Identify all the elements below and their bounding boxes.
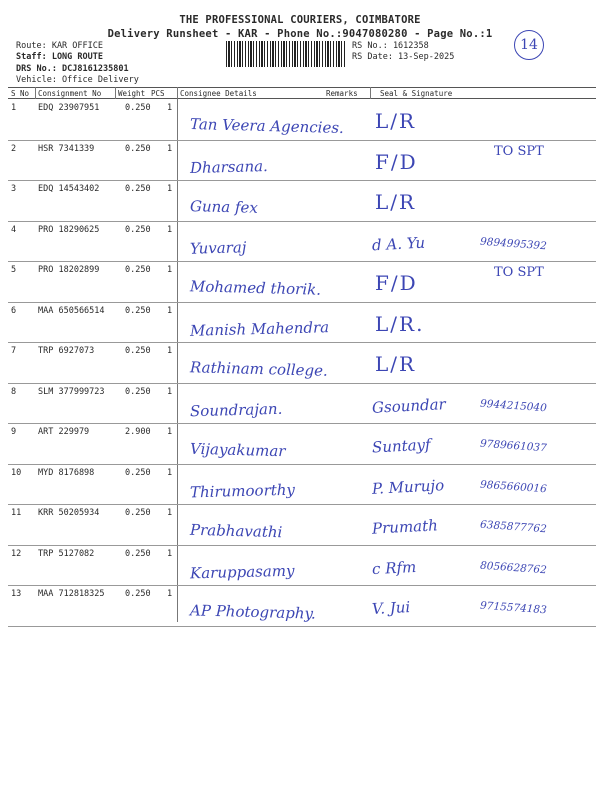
row-sno: 1 [11, 103, 17, 113]
row-sno: 3 [11, 184, 17, 194]
row-pcs: 1 [167, 305, 173, 316]
row-pcs: 1 [167, 508, 173, 518]
row-sno: 12 [11, 548, 22, 559]
row-consignee-handwritten: AP Photography. [189, 601, 316, 623]
row-divider [8, 302, 596, 303]
col-divider [35, 87, 36, 99]
rs-date: RS Date: 13-Sep-2025 [352, 52, 455, 62]
row-phone-handwritten: 9894995392 [479, 235, 548, 252]
row-consignee-handwritten: Soundrajan. [189, 399, 283, 420]
row-weight: 0.250 [125, 346, 151, 356]
row-divider [8, 342, 596, 343]
row-phone-handwritten: 9789661037 [479, 437, 548, 455]
row-weight: 0.250 [125, 265, 151, 275]
row-consignment-no: TRP 6927073 [38, 346, 95, 356]
row-sno: 8 [11, 386, 17, 397]
row-consignment-no: TRP 5127082 [38, 548, 95, 559]
row-pcs: 1 [167, 427, 173, 437]
row-consignment-no: EDQ 23907951 [38, 103, 100, 113]
row-divider [8, 423, 596, 424]
row-phone-handwritten: 9865660016 [479, 478, 548, 495]
row-remark-handwritten: F/D [375, 149, 418, 174]
row-divider [8, 140, 596, 141]
company-title: THE PROFESSIONAL COURIERS, COIMBATORE [179, 14, 421, 26]
row-sno: 11 [11, 508, 22, 518]
row-signature: P. Murujo [371, 475, 445, 498]
row-remark-handwritten: L/R [375, 352, 417, 376]
row-consignment-no: ART 229979 [38, 427, 90, 437]
row-divider [8, 626, 596, 627]
row-consignment-no: MAA 712818325 [38, 589, 105, 599]
row-sno: 9 [11, 427, 17, 437]
row-divider [8, 261, 596, 262]
staff-label: Staff: LONG ROUTE [16, 52, 103, 62]
col-header-consignee: Consignee Details [180, 89, 257, 98]
row-sno: 10 [11, 467, 22, 478]
row-signature: Suntayf [371, 435, 432, 457]
row-consignment-no: HSR 7341339 [38, 143, 95, 154]
table-header-border [8, 98, 596, 99]
row-remark-handwritten: L/R [375, 190, 417, 214]
row-consignment-no: SLM 377999723 [38, 386, 105, 397]
barcode [226, 41, 346, 67]
row-pcs: 1 [167, 103, 173, 113]
row-signature: V. Jui [371, 598, 411, 618]
row-weight: 0.250 [125, 103, 151, 113]
vehicle-label: Vehicle: Office Delivery [16, 75, 139, 85]
col-divider [370, 87, 371, 99]
col-header-pcs: PCS [151, 89, 165, 98]
row-sno: 5 [11, 265, 17, 275]
row-pcs: 1 [167, 346, 173, 356]
runsheet-title: Delivery Runsheet - KAR - Phone No.:9047080280 - Page No.:1 [107, 28, 493, 40]
row-divider [8, 464, 596, 465]
row-weight: 0.250 [125, 467, 151, 478]
col-header-weight: Weight [118, 89, 146, 98]
row-consignee-handwritten: Karuppasamy [189, 561, 295, 582]
row-phone-handwritten: 6385877762 [479, 518, 548, 536]
row-consignment-no: EDQ 14543402 [38, 184, 100, 194]
row-weight: 2.900 [125, 427, 151, 437]
col-header-seal: Seal & Signature [380, 89, 453, 98]
row-weight: 0.250 [125, 143, 151, 154]
col-header-consignment: Consignment No [38, 89, 102, 98]
row-divider [8, 383, 596, 384]
row-remark-handwritten: L/R. [375, 311, 425, 336]
row-pcs: 1 [167, 467, 173, 478]
row-divider [8, 504, 596, 505]
row-note-handwritten: TO SPT [494, 265, 544, 280]
row-pcs: 1 [167, 143, 173, 154]
row-weight: 0.250 [125, 184, 151, 194]
table-top-border [8, 87, 596, 88]
row-pcs: 1 [167, 548, 173, 559]
row-consignee-handwritten: Yuvaraj [189, 237, 247, 258]
drs-label: DRS No.: DCJ8161235801 [16, 64, 129, 74]
row-consignee-handwritten: Mohamed thorik. [189, 277, 322, 299]
row-signature: c Rfm [371, 557, 417, 578]
row-pcs: 1 [167, 224, 173, 235]
page-mark: 14 [514, 30, 544, 60]
row-phone-handwritten: 9715574183 [479, 599, 548, 617]
col-header-sno: S No [11, 89, 30, 98]
row-consignment-no: MAA 650566514 [38, 305, 105, 316]
row-pcs: 1 [167, 386, 173, 397]
row-divider [8, 545, 596, 546]
row-divider [8, 180, 596, 181]
row-remark-handwritten: F/D [375, 271, 418, 295]
row-weight: 0.250 [125, 589, 151, 599]
row-consignee-handwritten: Guna fex [189, 197, 259, 217]
row-consignee-handwritten: Prabhavathi [189, 520, 283, 542]
row-sno: 2 [11, 143, 17, 154]
row-signature: d A. Yu [371, 233, 426, 254]
col-divider [177, 87, 178, 622]
row-phone-handwritten: 8056628762 [479, 559, 548, 576]
row-consignee-handwritten: Dharsana. [189, 156, 269, 177]
row-sno: 6 [11, 305, 17, 316]
row-signature: Prumath [371, 516, 439, 538]
row-weight: 0.250 [125, 548, 151, 559]
col-header-remarks: Remarks [326, 89, 358, 98]
row-consignee-handwritten: Manish Mahendra [189, 317, 330, 340]
row-weight: 0.250 [125, 224, 151, 235]
row-sno: 13 [11, 589, 22, 599]
row-divider [8, 221, 596, 222]
rs-number: RS No.: 1612358 [352, 41, 429, 51]
row-weight: 0.250 [125, 508, 151, 518]
row-consignee-handwritten: Vijayakumar [189, 439, 286, 461]
row-sno: 4 [11, 224, 17, 235]
row-pcs: 1 [167, 184, 173, 194]
row-consignment-no: MYD 8176898 [38, 467, 95, 478]
row-consignment-no: PRO 18202899 [38, 265, 100, 275]
row-weight: 0.250 [125, 305, 151, 316]
row-consignment-no: PRO 18290625 [38, 224, 100, 235]
row-consignment-no: KRR 50205934 [38, 508, 100, 518]
row-weight: 0.250 [125, 386, 151, 397]
row-phone-handwritten: 9944215040 [479, 397, 548, 414]
row-pcs: 1 [167, 265, 173, 275]
row-sno: 7 [11, 346, 17, 356]
row-remark-handwritten: L/R [375, 109, 417, 133]
row-consignee-handwritten: Rathinam college. [189, 358, 329, 380]
row-consignee-handwritten: Tan Veera Agencies. [189, 114, 345, 138]
row-note-handwritten: TO SPT [494, 143, 544, 159]
row-pcs: 1 [167, 589, 173, 599]
row-consignee-handwritten: Thirumoorthy [189, 480, 296, 501]
row-signature: Gsoundar [371, 394, 447, 417]
row-divider [8, 585, 596, 586]
col-divider [115, 87, 116, 99]
route-label: Route: KAR OFFICE [16, 41, 103, 51]
